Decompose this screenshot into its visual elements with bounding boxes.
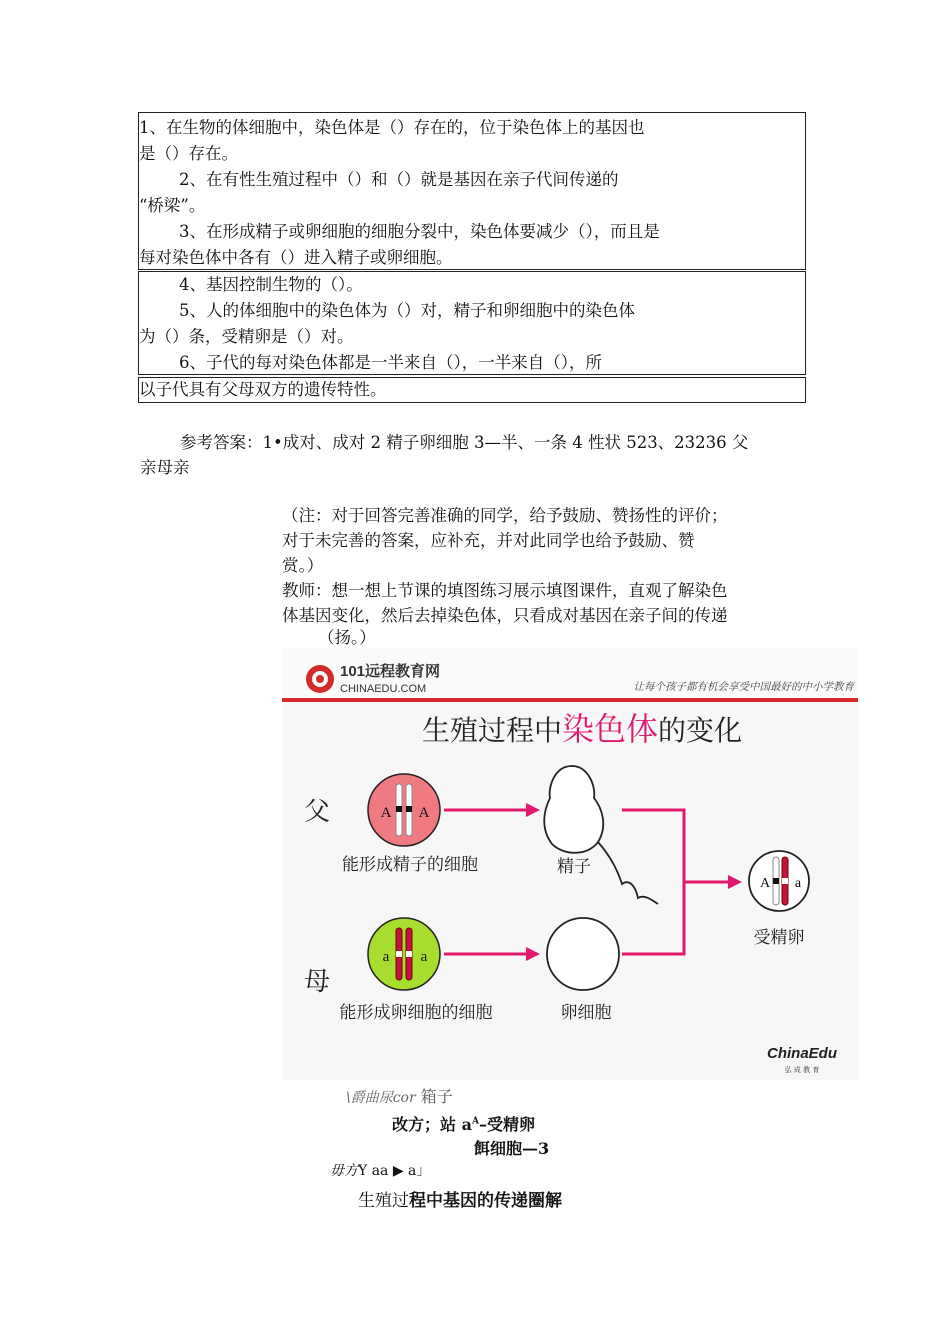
figure-title: 生殖过程中染色体的变化 [421,710,743,748]
question-1-line-2: 是（）存在。 [139,144,238,163]
mother-cell [368,918,440,990]
brand-logo: ChinaEdu [767,1045,837,1062]
header-bar [282,698,858,702]
answer-line-1: 参考答案：1•成对、成对 2 精子卵细胞 3—半、一条 4 性状 523、23236 父 [180,433,749,452]
question-6-line-1: 6、子代的每对染色体都是一半来自（），一半来自（），所 [179,353,602,372]
zygote-gene-right: a [794,876,802,891]
sperm-label: 精子 [557,857,591,877]
caption-line-1 [346,1084,453,1107]
egg-cell [547,918,619,990]
logo-url: CHINAEDU.COM [340,683,427,695]
caption-line-5: 生殖过程中基因的传递圈解 [358,1191,562,1211]
slogan: 让每个孩子都有机会享受中国最好的中小学教育 [633,681,854,693]
note-line-3: 赏。） [282,556,324,575]
question-4: 4、基因控制生物的（）。 [179,275,363,294]
father-gene-left: A [380,805,392,821]
caption-line-4: 毋方Y aa ▶ a」 [330,1163,431,1179]
caption-line-1-rest: 箱子 [415,1087,453,1106]
caption-line-1-italic: \爵曲尿cor [346,1090,416,1106]
sperm-head [544,766,603,853]
father-gene-right: A [418,805,430,821]
arrow-merge [622,810,684,954]
question-3-line-1: 3、在形成精子或卵细胞的细胞分裂中，染色体要减少（），而且是 [179,222,660,241]
chromosome-diagram-svg [282,648,858,1080]
question-5-line-2: 为（）条，受精卵是（）对。 [139,327,354,346]
mother-gene-left: a [382,949,390,965]
zygote-gene-left: A [759,876,771,891]
brand-subtitle: 弘 成 教 育 [784,1066,820,1074]
answer-line-2: 亲母亲 [140,458,190,477]
question-5-line-1: 5、人的体细胞中的染色体为（）对，精子和卵细胞中的染色体 [179,301,635,320]
question-box-1 [138,112,806,270]
mother-cell-label: 能形成卵细胞的细胞 [339,1003,493,1023]
question-1-line-1: 1、在生物的体细胞中，染色体是（）存在的，位于染色体上的基因也 [139,118,645,137]
question-box-3 [138,377,806,403]
note-line-6: （扬。） [318,628,376,647]
logo-name: 101远程教育网 [340,663,441,680]
zygote-label: 受精卵 [753,928,805,948]
caption-line-2: 改方；站 $a^A-$受精卵 [392,1115,535,1134]
note-line-2: 对于未完善的答案，应补充，并对此同学也给予鼓励、赞 [282,531,695,550]
question-2-line-1: 2、在有性生殖过程中（）和（）就是基因在亲子代间传递的 [179,170,619,189]
question-6-line-2: 以子代具有父母双方的遗传特性。 [139,380,387,399]
egg-label: 卵细胞 [560,1003,612,1023]
caption-line-3: 餌细胞—3 [474,1139,550,1158]
sperm-tail [598,842,658,904]
question-3-line-2: 每对染色体中各有（）进入精子或卵细胞。 [139,248,453,267]
logo-icon [306,665,334,693]
mother-gene-right: a [420,949,428,965]
note-line-1: （注：对于回答完善准确的同学，给予鼓励、赞扬性的评价； [282,506,728,525]
father-cell-label: 能形成精子的细胞 [342,855,478,875]
question-box-2 [138,271,806,375]
mother-label: 母 [304,967,331,997]
note-line-4: 教师：想一想上节课的填图练习展示填图课件，直观了解染色 [282,581,728,600]
question-2-line-2: “桥梁”。 [139,196,206,215]
chromosome-diagram [282,648,858,1080]
father-label: 父 [304,797,331,827]
note-line-5: 体基因变化，然后去掉染色体，只看成对基因在亲子间的传递 [282,606,728,625]
